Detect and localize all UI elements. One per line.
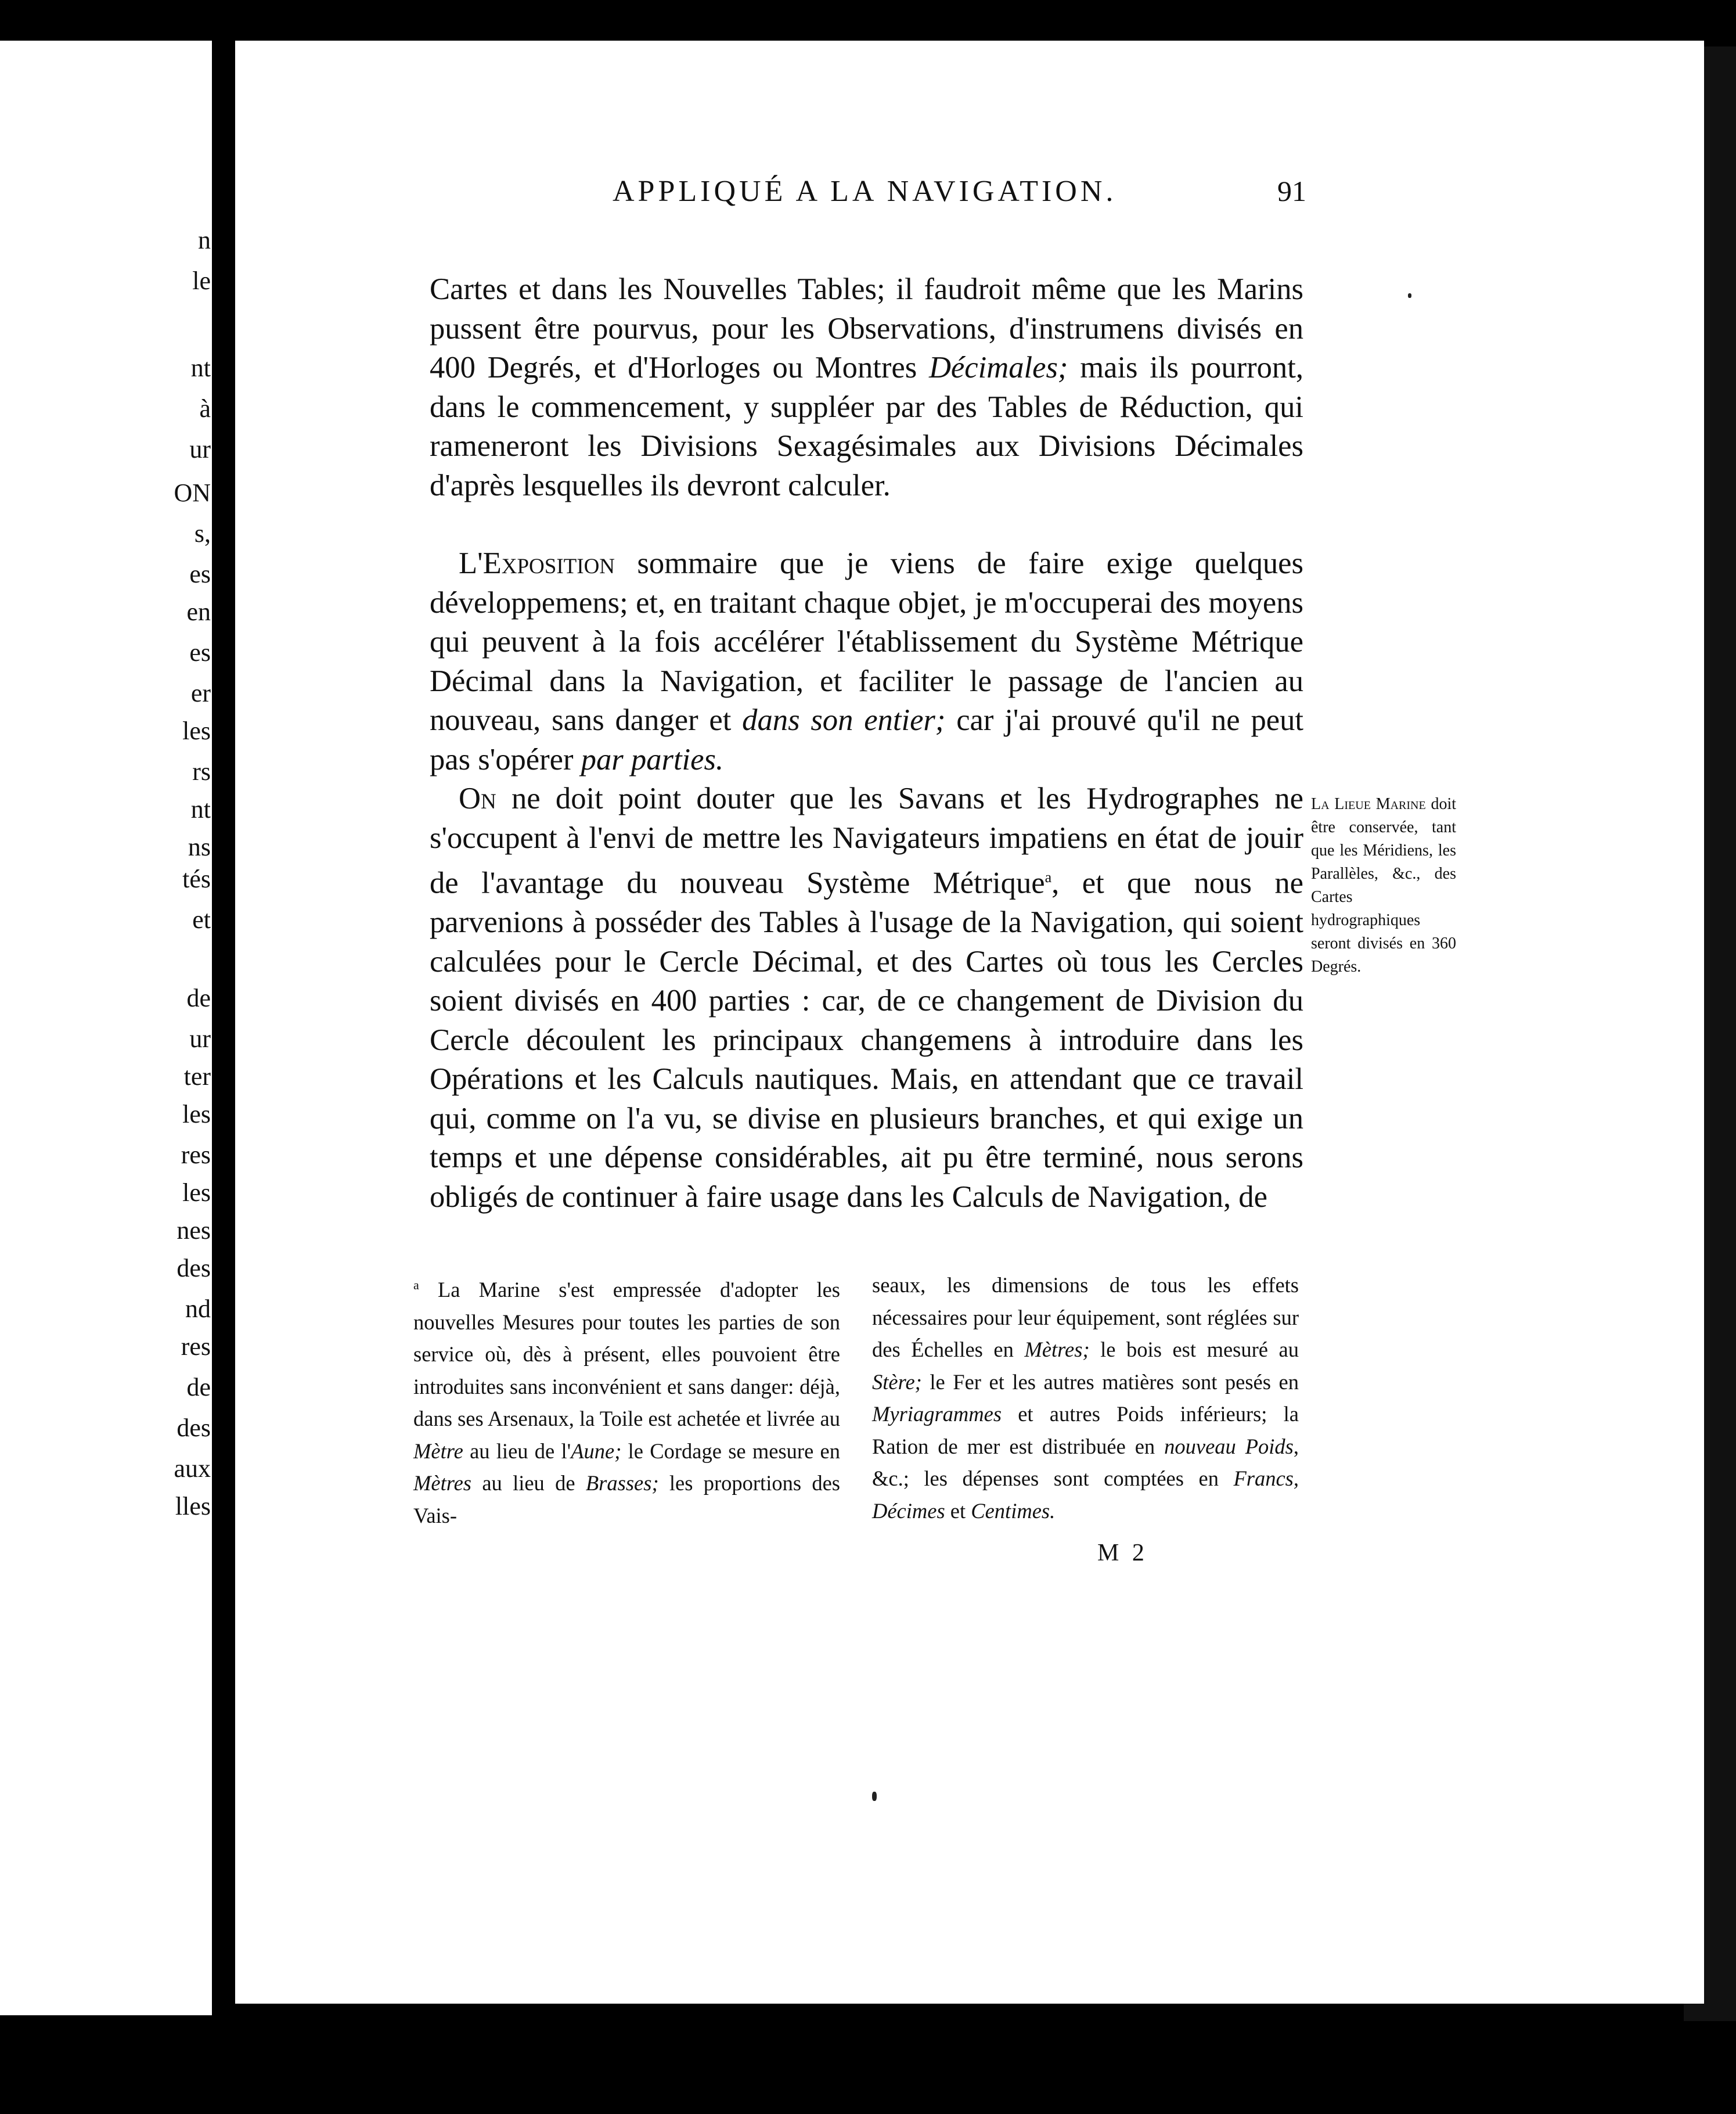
italic-run: dans son entier; [742, 703, 946, 737]
text-run: et autres Poids inférieurs; la Ration de mer est distribuée en [872, 1402, 1299, 1458]
facing-page-fragment: et [192, 905, 211, 934]
italic-run: Stère; [872, 1369, 922, 1394]
text-run: seaux, les dimensions de tous les effets nécessaires pour leur équipement, sont réglées sur des Échelles en [872, 1273, 1299, 1361]
ink-speck [1408, 293, 1411, 298]
ink-speck [872, 1792, 877, 1801]
italic-run: Brasses; [585, 1471, 659, 1495]
paragraph-1 [430, 270, 1303, 505]
facing-page-fragment: rs [192, 757, 211, 786]
facing-page-fragment: nt [190, 795, 211, 824]
small-caps-lead: On [459, 782, 496, 815]
book-gutter [212, 29, 238, 2021]
small-caps-lead: L'Exposition [459, 547, 615, 580]
facing-page-fragment: aux [174, 1454, 211, 1483]
facing-page-fragment: de [186, 1373, 211, 1401]
facing-page-fragment: er [190, 679, 211, 707]
facing-page-fragment: s, [194, 519, 211, 548]
text-run: le bois est mesuré au [1089, 1338, 1299, 1361]
text-run: au lieu de [471, 1471, 586, 1495]
small-caps-lead: La Lieue Marine [1311, 795, 1426, 813]
italic-run: Myriagrammes [872, 1402, 1002, 1426]
facing-page-fragment: nd [185, 1295, 211, 1323]
facing-page-fragment: es [189, 560, 211, 588]
main-text [430, 270, 1303, 1217]
text-run: et [945, 1498, 971, 1523]
facing-page-fragment: es [189, 638, 211, 667]
text-run: au lieu de l' [463, 1439, 571, 1463]
facing-page-fragment: res [181, 1332, 211, 1361]
text-run: La Marine s'est empressée d'adopter les nouvelles Mesures pour toutes les parties de son service où, dès à présent, elles pouvoient être introduites sans inconvénient et sans danger: déjà, dans ses Arsenaux, la Toile est achetée et livrée au [413, 1278, 840, 1431]
text-run: car j'ai prouvé qu'il ne peut pas s'opérer [430, 703, 1303, 776]
text-run: Cartes et dans les Nouvelles Tables; il faudroit même que les Marins pussent être pourvus, pour les Observations, d'instrumens divisés en 400 Degrés, et d'Horloges ou Montres [430, 272, 1303, 384]
facing-page-fragment: ter [183, 1062, 211, 1091]
text-run: le Cordage se mesure en [621, 1439, 840, 1463]
text-run: mais ils pourront, dans le commencement, y suppléer par des Tables de Réduction, qui rameneront les Divisions Sexagésimales aux Divisions Décimales d'après lesquelles ils devront calculer. [430, 351, 1303, 502]
text-run: , &c.; les dépenses sont comptées en [872, 1434, 1299, 1490]
footnote-left-column [413, 1269, 840, 1531]
italic-run: nouveau Poids [1164, 1434, 1294, 1458]
facing-page-fragment: res [181, 1141, 211, 1169]
italic-run: Mètres; [1024, 1338, 1090, 1361]
facing-page-edge [0, 41, 212, 2015]
paragraph-2 [430, 544, 1303, 779]
text-run: ne doit point douter que les Savans et les Hydrographes ne s'occupent à l'envi de mettre les Navigateurs impatiens en état de jouir de l'avantage du nouveau Système Métrique [430, 782, 1303, 900]
signature-mark: M 2 [1097, 1540, 1148, 1566]
text-run: sommaire que je viens de faire exige quelques développemens; et, en traitant chaque objet, je m'occuperai des moyens qui peuvent à la fois accélérer l'établissement du Système Métrique Décimal dans la Navigation, et faciliter le passage de l'ancien au nouveau, sans danger et [430, 547, 1303, 737]
text-run: le Fer et les autres matières sont pesés en [921, 1369, 1299, 1394]
facing-page-fragment: à [199, 394, 211, 423]
italic-run: Aune; [571, 1439, 622, 1463]
italic-run: Francs, Décimes [872, 1466, 1299, 1523]
facing-page-fragment: tés [182, 865, 211, 893]
text-run: , et que nous ne parvenions à posséder des Tables à l'usage de la Navigation, qui soient calculées pour le Cercle Décimal, et des Cartes où tous les Cercles soient divisés en 400 parties : car, de ce changement de Division du Cercle découlent les principaux changemens à introduire dans les Opérations et les Calculs nautiques. Mais, en attendant que ce travail qui, comme on l'a vu, se divise en plusieurs branches, et qui exige un temps et une dépense considérables, ait pu être terminé, nous serons obligés de continuer à faire usage dans les Calculs de Navigation, de [430, 866, 1304, 1214]
italic-run: Centimes. [971, 1498, 1056, 1523]
facing-page-fragment: nt [190, 354, 211, 382]
footnote-marker: a [413, 1278, 419, 1292]
italic-run: par parties. [581, 742, 724, 776]
facing-page-fragment: les [182, 717, 211, 745]
text-run: doit être conservée, tant que les Méridiens, les Parallèles, &c., des Cartes hydrographiques seront divisés en 360 Degrés. [1311, 795, 1456, 976]
running-head: APPLIQUÉ A LA NAVIGATION. [613, 175, 1117, 208]
facing-page-fragment: de [186, 984, 211, 1012]
italic-run: Mètres [413, 1471, 472, 1495]
facing-page-fragment: en [186, 598, 211, 626]
facing-page-fragment: lles [175, 1492, 211, 1520]
italic-run: Décimales; [928, 351, 1068, 384]
margin-note [1311, 793, 1456, 979]
facing-page-fragment: ns [188, 833, 211, 861]
italic-run: Mètre [413, 1439, 463, 1463]
facing-page-fragments [0, 41, 212, 2015]
facing-page-fragment: des [177, 1414, 211, 1442]
facing-page-fragment: les [182, 1178, 211, 1207]
footnote-right-column [872, 1269, 1299, 1527]
facing-page-fragment: des [177, 1254, 211, 1282]
page-number: 91 [1277, 175, 1306, 207]
facing-page-fragment: ur [189, 1024, 211, 1053]
paragraph-3 [430, 779, 1303, 1217]
text-run: les proportions des Vais- [413, 1471, 841, 1527]
facing-page-fragment: n [198, 226, 211, 254]
footnote-ref: a [1045, 869, 1052, 886]
facing-page-fragment: nes [177, 1216, 211, 1245]
facing-page-fragment: ON [174, 479, 211, 507]
facing-page-fragment: le [192, 267, 211, 295]
facing-page-fragment: les [182, 1100, 211, 1128]
facing-page-fragment: ur [189, 435, 211, 463]
